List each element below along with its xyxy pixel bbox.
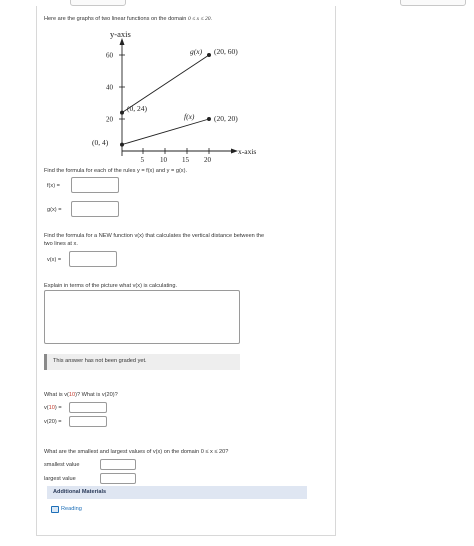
v-answer-label: v(x) = [47, 257, 62, 263]
smallest-value-input[interactable] [100, 459, 136, 470]
v10-label-a: v( [44, 405, 49, 411]
point-label-f-start: (0, 4) [92, 138, 109, 147]
series-line-f [122, 119, 209, 145]
x-axis-arrow [231, 149, 238, 154]
y-axis-label: y-axis [110, 29, 131, 39]
q4-prompt [44, 392, 118, 399]
y-tick-label-20: 20 [106, 115, 113, 124]
g-series-label: g(x) [190, 47, 203, 56]
x-tick-label-10: 10 [160, 156, 167, 164]
point-f-start [120, 143, 124, 147]
g-answer-label: g(x) = [47, 207, 62, 213]
q3-prompt: Explain in terms of the picture what v(x) is calculating. [44, 283, 178, 289]
q4-prompt-a: What is v( [44, 392, 69, 398]
x-tick-label-5: 5 [140, 156, 144, 164]
graded-notice [44, 354, 240, 370]
q4-prompt-b: )? What is v(20)? [75, 392, 118, 398]
largest-value-input[interactable] [100, 473, 136, 484]
intro-text [44, 16, 212, 23]
x-ticks [141, 148, 212, 164]
v20-input[interactable] [69, 416, 107, 427]
graded-notice-text: This answer has not been graded yet. [53, 358, 147, 364]
point-g-start [120, 111, 124, 115]
intro-domain: 0 ≤ x ≤ 20. [187, 16, 212, 22]
point-label-f-end: (20, 20) [214, 114, 238, 123]
reading-link[interactable] [51, 506, 82, 513]
q2-prompt-line1: Find the formula for a NEW function v(x) that calculates the vertical distance between the [44, 233, 265, 239]
x-tick-label-20: 20 [204, 156, 211, 164]
y-axis-arrow [120, 38, 125, 45]
v-answer-input[interactable] [69, 251, 117, 267]
v10-label-b: ) = [54, 405, 62, 411]
point-label-g-end: (20, 60) [214, 47, 238, 56]
point-f-end [207, 117, 211, 121]
linear-functions-graph [82, 28, 272, 168]
y-tick-label-60: 60 [106, 51, 113, 60]
v10-input[interactable] [69, 402, 107, 413]
f-answer-label: f(x) = [47, 183, 60, 189]
explain-textarea[interactable] [44, 290, 240, 344]
point-label-g-start: (0, 24) [127, 104, 147, 113]
smallest-value-label: smallest value [44, 462, 80, 468]
point-g-end [207, 53, 211, 57]
g-answer-input[interactable] [71, 201, 119, 217]
largest-value-label: largest value [44, 476, 76, 482]
y-tick-label-40: 40 [106, 83, 113, 92]
q2-prompt-line2: two lines at x. [44, 241, 78, 247]
reading-link-label[interactable]: Reading [61, 506, 82, 512]
book-icon [51, 506, 59, 513]
toolbar-button[interactable] [400, 0, 466, 6]
x-tick-label-15: 15 [182, 156, 189, 164]
v10-label [44, 405, 62, 412]
additional-materials-title: Additional Materials [53, 489, 107, 495]
q4-prompt-num: 10 [68, 392, 76, 398]
intro-text-main: Here are the graphs of two linear functions on the domain [44, 16, 188, 22]
q5-prompt: What are the smallest and largest values of v(x) on the domain 0 ≤ x ≤ 20? [44, 449, 229, 455]
additional-materials-header [47, 486, 307, 499]
v10-label-num: 10 [48, 405, 55, 411]
x-axis-label: x-axis [238, 147, 257, 156]
f-series-label: f(x) [184, 112, 195, 121]
f-answer-input[interactable] [71, 177, 119, 193]
v20-label: v(20) = [44, 419, 62, 425]
q1-prompt: Find the formula for each of the rules y = f(x) and y = g(x). [44, 168, 188, 174]
